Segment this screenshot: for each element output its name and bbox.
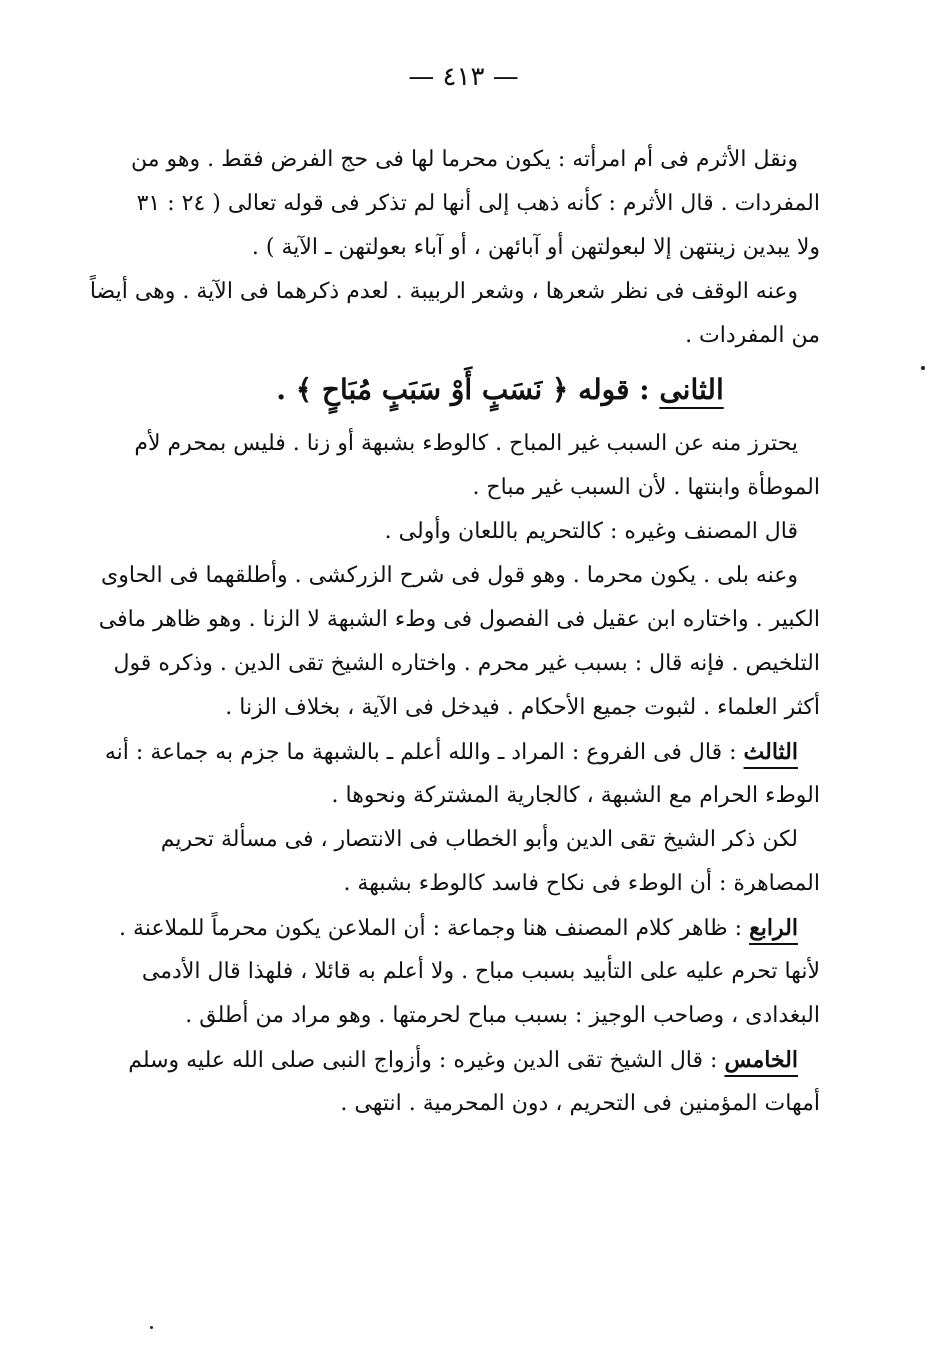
- line-text: يحترز منه عن السبب غير المباح . كالوطء بشبهة أو زنا . فليس بمحرم لأم: [134, 431, 798, 456]
- line-text: لكن ذكر الشيخ تقى الدين وأبو الخطاب فى الانتصار ، فى مسألة تحريم: [160, 827, 798, 852]
- text-line: [131, 138, 820, 182]
- text-line: [104, 730, 820, 774]
- line-text: ولا يبدين زينتهن إلا لبعولتهن أو آبائهن ، أو آباء بعولتهن ـ الآية ) .: [251, 235, 820, 260]
- section-lead-word: الرابع: [749, 915, 798, 941]
- line-text: المصاهرة : أن الوطء فى نكاح فاسد كالوطء بشبهة .: [343, 871, 820, 896]
- text-line: [180, 314, 820, 358]
- text-line: [101, 554, 820, 598]
- text-line: [113, 642, 820, 686]
- section-lead-word: الثانى: [659, 373, 724, 406]
- line-text: ونقل الأثرم فى أم امرأته : يكون محرما لها فى حج الفرض فقط . وهو من: [131, 147, 798, 172]
- line-text: : ظاهر كلام المصنف هنا وجماعة : أن الملاعن يكون محرماً للملاعنة .: [119, 916, 750, 941]
- section-heading: [180, 358, 820, 422]
- section-lead-word: الثالث: [743, 739, 798, 765]
- line-text: التلخيص . فإنه قال : بسبب غير محرم . واختاره الشيخ تقى الدين . وذكره قول: [113, 651, 820, 676]
- text-line: [180, 862, 820, 906]
- text-line: [180, 994, 820, 1038]
- text-line: [141, 950, 820, 994]
- line-text: أمهات المؤمنين فى التحريم ، دون المحرمية . انتهى .: [340, 1091, 820, 1116]
- line-text: : قال فى الفروع : المراد ـ والله أعلم ـ بالشبهة ما جزم به جماعة : أنه: [104, 740, 744, 765]
- text-line: [180, 466, 820, 510]
- text-line: [180, 510, 820, 554]
- line-text: أكثر العلماء . لثبوت جميع الأحكام . فيدخل فى الآية ، بخلاف الزنا .: [225, 695, 820, 720]
- line-text: وعنه بلى . يكون محرما . وهو قول فى شرح الزركشى . وأطلقهما فى الحاوى: [101, 563, 798, 588]
- text-line: [119, 906, 820, 950]
- text-line: [134, 422, 820, 466]
- page-number: — ٤١٣ —: [408, 62, 519, 92]
- body-text: [89, 138, 820, 1126]
- text-line: [180, 686, 820, 730]
- text-line: [180, 1082, 820, 1126]
- text-line: [89, 270, 820, 314]
- line-text: الموطأة وابنتها . لأن السبب غير مباح .: [472, 475, 820, 500]
- line-text: البغدادى ، وصاحب الوجيز : بسبب مباح لحرمتها . وهو مراد من أطلق .: [185, 1003, 820, 1028]
- line-text: الوطء الحرام مع الشبهة ، كالجارية المشتركة ونحوها .: [331, 783, 820, 808]
- section-lead-word: الخامس: [724, 1047, 798, 1073]
- line-text: من المفردات .: [685, 323, 820, 348]
- text-line: [180, 226, 820, 270]
- scan-speck: [921, 366, 925, 370]
- text-line: [98, 598, 820, 642]
- line-text: وعنه الوقف فى نظر شعرها ، وشعر الربيبة . لعدم ذكرهما فى الآية . وهى أيضاً: [89, 279, 798, 304]
- line-text: قال المصنف وغيره : كالتحريم باللعان وأولى .: [384, 519, 798, 544]
- line-text: المفردات . قال الأثرم : كأنه ذهب إلى أنها لم تذكر فى قوله تعالى ( ٢٤ : ٣١: [136, 191, 820, 216]
- text-line: [128, 1038, 820, 1082]
- line-text: : قال الشيخ تقى الدين وغيره : وأزواج النبى صلى الله عليه وسلم: [128, 1048, 725, 1073]
- scan-speck: [150, 1326, 153, 1329]
- text-line: [136, 182, 820, 226]
- line-text: لأنها تحرم عليه على التأبيد بسبب مباح . ولا أعلم به قائلا ، فلهذا قال الأدمى: [141, 959, 820, 984]
- text-line: [180, 774, 820, 818]
- line-text: : قوله ﴿ نَسَبٍ أَوْ سَبَبٍ مُبَاحٍ ﴾ .: [276, 373, 660, 406]
- text-line: [160, 818, 820, 862]
- line-text: الكبير . واختاره ابن عقيل فى الفصول فى وطء الشبهة لا الزنا . وهو ظاهر مافى: [98, 607, 820, 632]
